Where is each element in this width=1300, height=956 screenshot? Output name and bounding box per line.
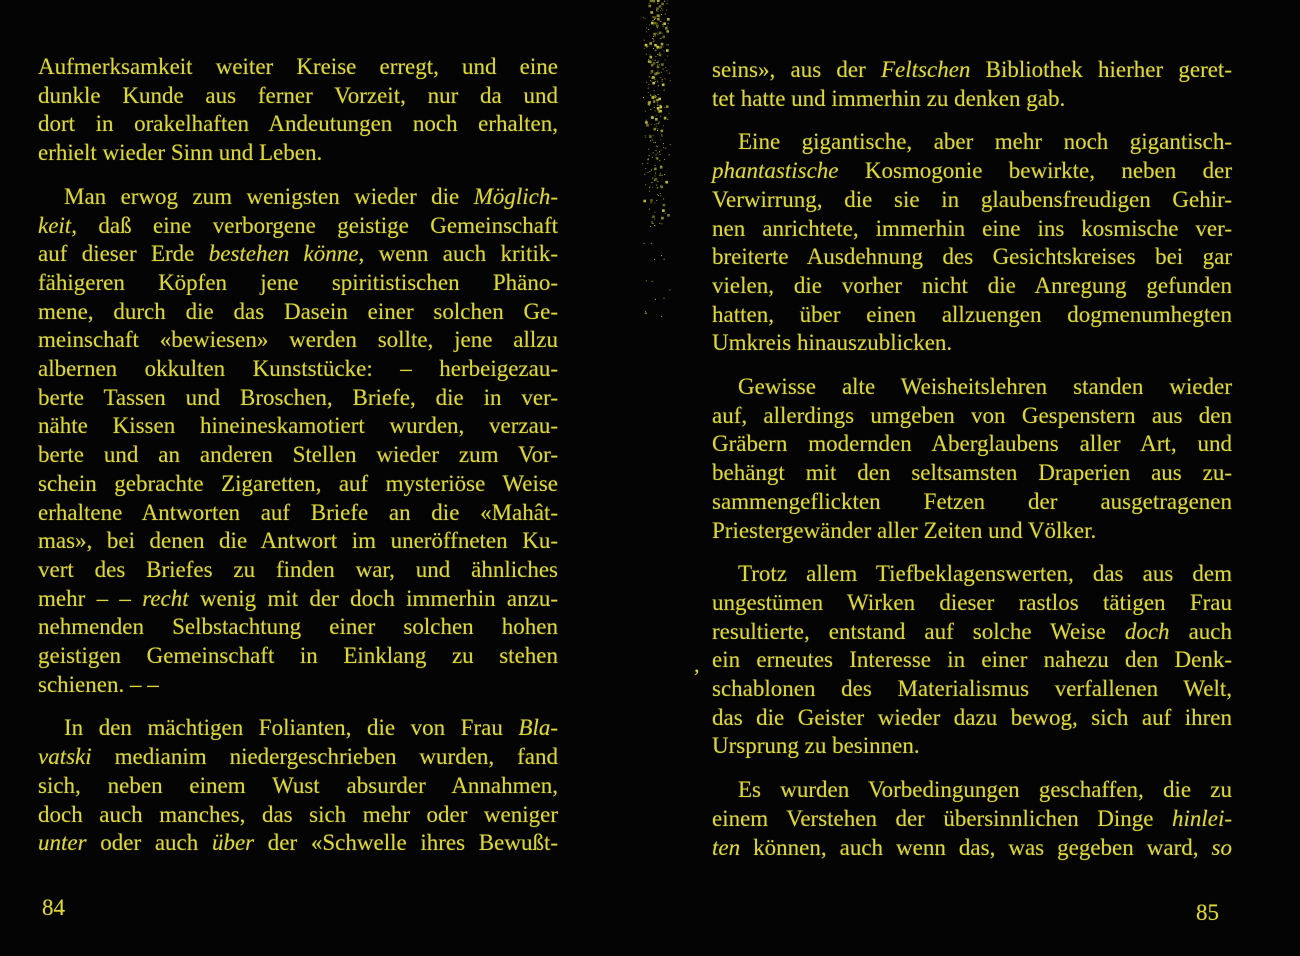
text-line: dort in orakelhaften Andeutungen noch erhalten, [38, 111, 558, 137]
text-line: vielen, die vorher nicht die Anregung gefunden [712, 272, 1232, 298]
text-line: resultierte, entstand auf solche Weise doch auch [712, 618, 1233, 644]
text-line: dunkle Kunde aus ferner Vorzeit, nur da und [38, 82, 558, 108]
page-number-left: 84 [42, 895, 65, 920]
text-line: schienen. – – [38, 671, 159, 697]
page-right-text [712, 56, 1232, 862]
text-line: Eine gigantische, aber mehr noch gigantisch- [738, 129, 1232, 155]
text-line: ungestümen Wirken dieser rastlos tätigen Frau [712, 589, 1232, 615]
text-line: ein erneutes Interesse in einer nahezu den Denk- [712, 647, 1232, 673]
text-line: unter oder auch über der «Schwelle ihres Bewußt- [38, 830, 558, 856]
text-line: breiterte Ausdehnung des Gesichtskreises bei gar [712, 244, 1232, 270]
text-line: auf dieser Erde bestehen könne, wenn auch kritik- [38, 241, 558, 267]
text-line: keit, daß eine verborgene geistige Gemeinschaft [38, 212, 558, 238]
text-line: fähigeren Köpfen jene spiritistischen Phäno- [38, 269, 558, 295]
text-line: sammengeflickten Fetzen der ausgetragenen [712, 488, 1232, 514]
text-line: phantastische Kosmogonie bewirkte, neben der [712, 158, 1232, 184]
text-line: vert des Briefes zu finden war, und ähnliches [38, 556, 558, 582]
ink-speck-artifact: , [694, 652, 700, 677]
paragraph [38, 53, 558, 168]
text-line: nen anrichtete, immerhin eine ins kosmische ver- [712, 215, 1232, 241]
text-line: doch auch manches, das sich mehr oder weniger [38, 801, 558, 827]
text-line: behängt mit den seltsamsten Draperien aus zu- [712, 460, 1232, 486]
text-line: mene, durch die das Dasein einer solchen Ge- [38, 298, 558, 324]
text-line: mas», bei denen die Antwort im uneröffneten Ku- [38, 528, 558, 554]
text-line: Priestergewänder aller Zeiten und Völker. [712, 517, 1097, 543]
paragraph [712, 373, 1232, 545]
text-line: Verwirrung, die sie in glaubensfreudigen Gehir- [712, 186, 1232, 212]
text-line: vatski medianim niedergeschrieben wurden, fand [38, 744, 558, 770]
text-line: meinschaft «bewiesen» werden sollte, jene allzu [38, 327, 558, 353]
text-line: tet hatte und immerhin zu denken gab. [712, 85, 1066, 111]
text-line: Man erwog zum wenigsten wieder die Möglich- [64, 183, 558, 209]
text-line: erhaltene Antworten auf Briefe an die «Mahât- [38, 499, 558, 525]
page-left-text [38, 53, 558, 858]
text-line: Umkreis hinauszublicken. [712, 330, 953, 356]
text-line: nähte Kissen hineineskamotiert wurden, verzau- [38, 413, 558, 439]
text-line: ten können, auch wenn das, was gegeben ward, so [712, 834, 1232, 860]
text-line: auf, allerdings umgeben von Gespenstern aus den [712, 402, 1232, 428]
paragraph [712, 560, 1232, 761]
text-line: Gräbern modernden Aberglaubens aller Art, und [712, 431, 1232, 457]
page-number-right: 85 [1196, 900, 1219, 925]
text-line: seins», aus der Feltschen Bibliothek hierher geret- [712, 57, 1232, 82]
paragraph [712, 128, 1232, 358]
text-line: geistigen Gemeinschaft in Einklang zu stehen [38, 643, 558, 669]
text-line: albernen okkulten Kunststücke: – herbeigezau- [38, 356, 558, 382]
text-line: hatten, über einen allzuengen dogmenumhegten [712, 301, 1232, 327]
text-line: berte und an anderen Stellen wieder zum Vor- [38, 442, 558, 468]
text-line: berte Tassen und Broschen, Briefe, die in ver- [38, 384, 558, 410]
text-line: Trotz allem Tiefbeklagenswerten, das aus dem [738, 561, 1232, 587]
text-line: In den mächtigen Folianten, die von Frau Bla- [64, 715, 558, 741]
text-line: Gewisse alte Weisheitslehren standen wieder [738, 374, 1232, 400]
text-line: Ursprung zu besinnen. [712, 733, 920, 759]
page-left [38, 53, 558, 858]
text-line: Es wurden Vorbedingungen geschaffen, die zu [738, 777, 1232, 803]
paragraph [38, 183, 558, 700]
scan-noise-artifact [0, 0, 1, 1]
text-line: einem Verstehen der übersinnlichen Dinge hinlei- [712, 805, 1232, 831]
text-line: erhielt wieder Sinn und Leben. [38, 140, 323, 166]
text-line: sich, neben einem Wust absurder Annahmen, [38, 772, 558, 798]
text-line: schein gebrachte Zigaretten, auf mysteriöse Weise [38, 470, 558, 496]
text-line: schablonen des Materialismus verfallenen Welt, [712, 676, 1232, 702]
text-line: mehr – – recht wenig mit der doch immerhin anzu- [38, 585, 558, 611]
text-line: nehmenden Selbstachtung einer solchen hohen [38, 614, 558, 640]
text-line: das die Geister wieder dazu bewog, sich auf ihren [712, 704, 1232, 730]
paragraph [712, 776, 1232, 862]
paragraph [38, 714, 558, 858]
paragraph [712, 56, 1232, 113]
text-line: Aufmerksamkeit weiter Kreise erregt, und eine [38, 54, 558, 79]
page-right [712, 56, 1232, 862]
